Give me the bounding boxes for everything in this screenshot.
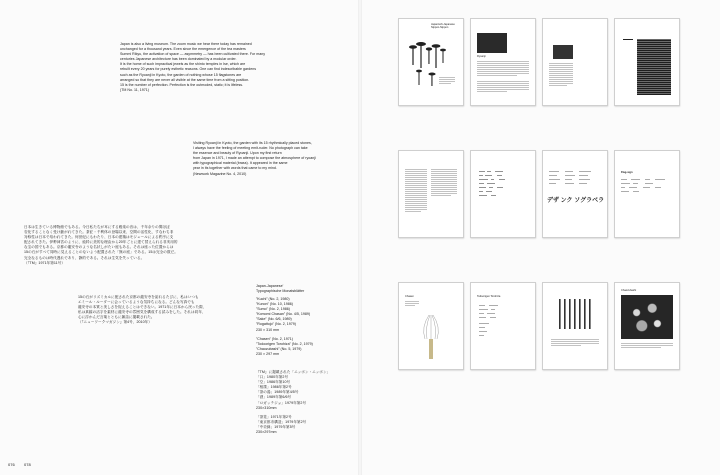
thumb-caption: Ryoanji xyxy=(477,55,486,58)
dotted-lines xyxy=(471,283,535,369)
dotted-lines xyxy=(543,151,607,237)
thumbnail-nails xyxy=(398,18,464,106)
dotted-lines xyxy=(615,151,679,237)
text-lines xyxy=(615,283,679,369)
japan-japanese-more-issues: "Chasen" (No. 2, 1971) "Todoorigen Torohiza" (No. 2, 1979) "Chaozubashi" (No. 5, 1979) 230 × 297 mm xyxy=(256,337,313,357)
thumb-caption: Chaozubashi xyxy=(621,289,637,292)
chasen-illustration xyxy=(399,283,463,369)
japanese-quote-ryoanji: 15の石がリズミカルに配された京都の龍安寺を訪れるたびに、私はいつも エミール・ルーダーに会っているような気持ちになる。どんな写真でも 龍安寺の本質と美しさを捉えることはできない。1971年に日本から戻った際、 私は真鍮の活字を素材に龍安寺の雰囲気を構成する試みをした。それは同年、 心に浮かんだ言葉とともに雑誌に掲載された。 （『ニューワークマガジン』第4号、2010年） xyxy=(78,295,207,325)
english-quote-ryoanji: Visiting Ryoanji in Kyoto, the garden with its 15 rhythmically placed stones, I always have the feeling of meeting emit-ruder. No photograph can take the essence and beauty of Ryoanji. Upon my first return from Japan in 1971, I made an attempt to compose the atmosphere of ryoanji with typographical material (brass). It appeared in the same year in its together with words that came to my mind. (Newwork Magazine No. 4, 2010) xyxy=(193,141,316,176)
japanese-quote-living-museum: 日本は生きている博物館でもある。今日私たちが耳にする雅楽の音は、千年余りの間ほぼ 変化することなく受け継がれてきた。茶匠・千利休の登場以来、空間の活性化、すなわち非 対称性は日本で培われてきた。何世紀にもわたり、日本の建築はモジュールによる秩序に支 配されてきた。伊勢神宮のように、純粋に美的な理由から20年ごとに建て替えられる非実用的 な宝の国でもある。京都の龍安寺のような名状しがたい庭もある。それは座った位置からは 15の石がすべて同時に見えることのないよう配置された「無の庭」である。15は完全の数だ。 完全なるものは時代遅れであり、静的である。それは生気を失っている。 （『TM』1971年第11号） xyxy=(24,225,178,265)
gutter xyxy=(358,0,362,475)
nails-illustration xyxy=(399,19,463,105)
text-lines xyxy=(399,151,463,237)
text-lines xyxy=(543,19,607,105)
dotted-lines xyxy=(471,151,535,237)
folio-second: 078 xyxy=(24,462,31,467)
type-grid-header xyxy=(623,39,633,40)
thumbnail-vertical-script xyxy=(542,282,608,370)
japan-japanese-list-jp-2: 「茶筅」1971年第2号 「東京都市構造」1979年第2号 「中央線」1979年第5号 230×297mm xyxy=(256,415,307,435)
vertical-text xyxy=(543,283,607,369)
japan-japanese-title: Japan-Japanese' Typographische Monatsblätter xyxy=(256,284,305,294)
thumb-caption: Todoorigen Torohiza xyxy=(477,295,501,298)
thumbnail-index-text xyxy=(398,150,464,238)
thumbnail-stones xyxy=(614,282,680,370)
english-quote-living-museum: Japan is also a living museum. The zoom music we hear there today has remained unchanged for a thousand years. Even since the emergence of the tea masters Summi Rikyu, the activation of space — asymmetry — has been cultivated there. For many centuries Japanese architecture has been dominated by a modular order. It is the home of such impractical jewels as the shinto temples in Ise, which are rebuilt every 20 years for purely esthetic reasons. One can find indescribable gardens such as the Ryoanji in Kyoto, the garden of nothing whose 15 flagstones are arranged so that they are never all visible at the same time from a sitting position. 15 is the number of perfection. Perfection is the outmoded, static; it is lifeless. (TM No. 11, 1971) xyxy=(120,42,266,92)
thumbnail-dotted-text xyxy=(470,150,536,238)
folio-left: 076 xyxy=(8,462,15,467)
thumbnail-sparse-type xyxy=(614,150,680,238)
thumbnail-type-grid xyxy=(614,18,680,106)
thumbnail-chasen xyxy=(398,282,464,370)
text-lines xyxy=(471,19,535,105)
thumbnail-big-type xyxy=(542,150,608,238)
big-type-text: デザ ンク ソグラベラ xyxy=(547,198,605,204)
japan-japanese-list-jp: 『TM』に掲載された「ニッポン・ニッポン」 「口」1980年第2号 「空」1986年第10号 「相撲」1986年第2号 「茶の湯」1989年第4/5号 「酒」1989年第6/6号 「ロガッテジョ」1979年第2号 230×310mm xyxy=(256,370,331,410)
japan-japanese-issues: "Kuchi" (No. 2, 1980) "Kunon" (No. 10, 1986) "Sumo" (No. 2, 1986) "Komomi Chasan" (No. 4/5, 1989) "Sake" (No. 6/6, 1989) "Rogattojo" (No. 2, 1979) 230 × 310 mm xyxy=(256,297,311,332)
thumbnail-sparse-text xyxy=(470,282,536,370)
thumb-caption: Japanisch-Japanese Nippon-Nippon xyxy=(431,23,455,29)
thumb-caption: Chasen xyxy=(405,295,414,298)
type-grid-block xyxy=(637,39,671,95)
thumb-caption: Flag-sign xyxy=(621,171,633,174)
thumbnail-ryoanji xyxy=(470,18,536,106)
thumbnail-signage xyxy=(542,18,608,106)
